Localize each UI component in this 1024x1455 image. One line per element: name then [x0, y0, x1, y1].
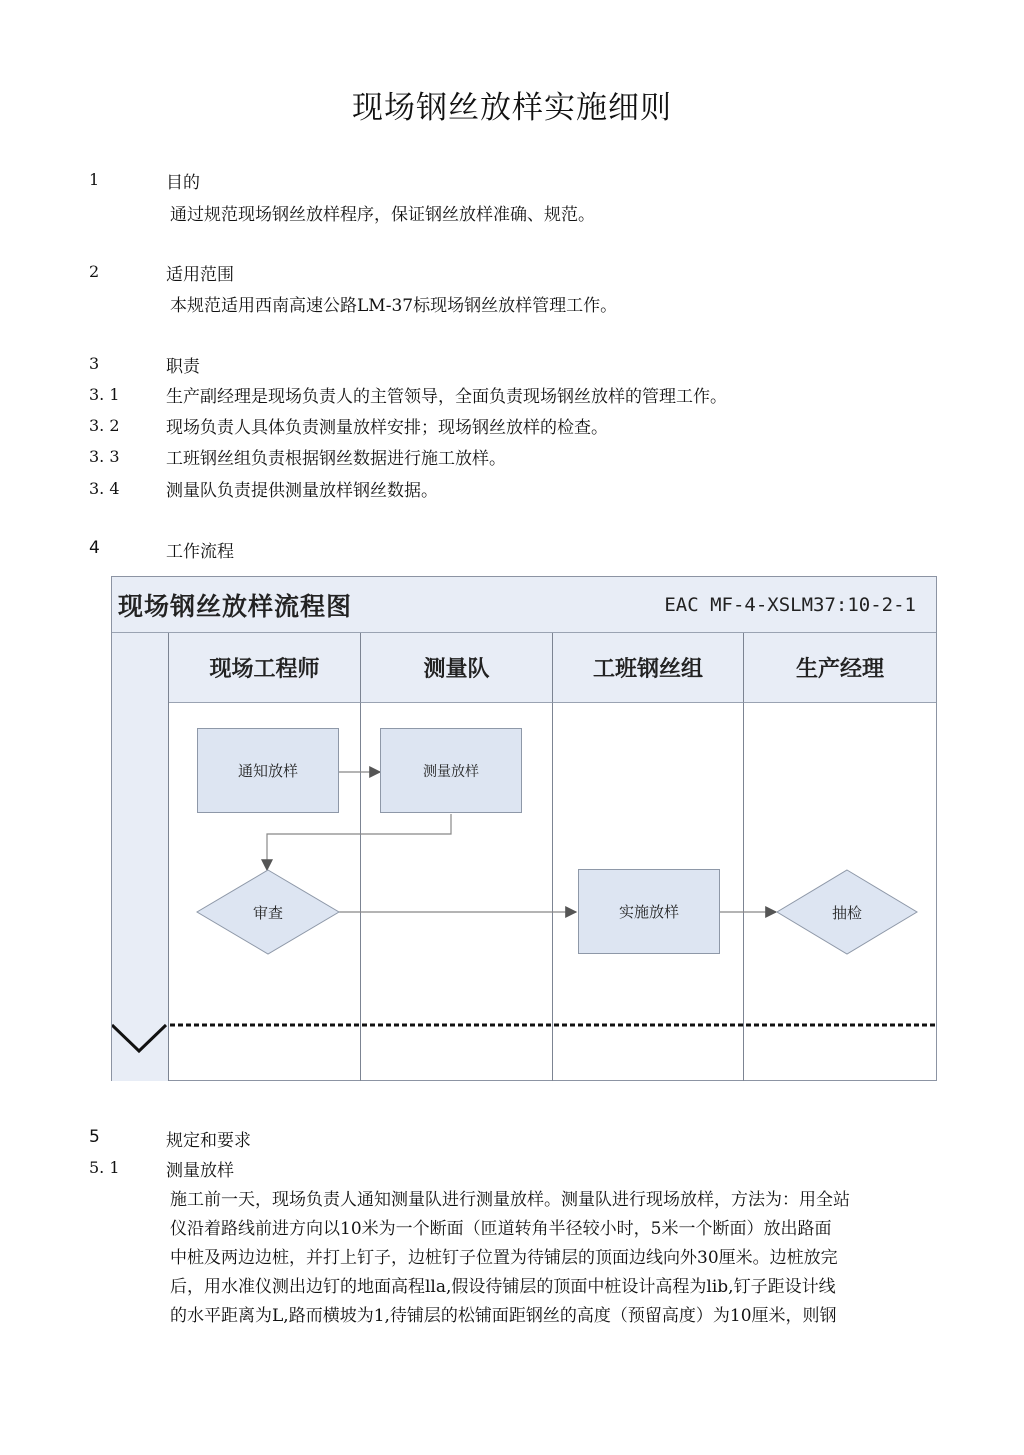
- section-3-2-number: 3. 2: [89, 416, 120, 435]
- document-title: 现场钢丝放样实施细则: [352, 90, 672, 126]
- section-2-heading: 适用范围: [166, 265, 234, 285]
- flowchart-title: 现场钢丝放样流程图: [118, 592, 353, 621]
- lane-header-engineer: 现场工程师: [169, 633, 361, 703]
- lane-header-survey-team: 测量队: [361, 633, 553, 703]
- flowchart-code: EAC MF-4-XSLM37:10-2-1: [664, 594, 916, 616]
- section-2-number: 2: [89, 262, 100, 281]
- section-5-number: 5: [89, 1127, 100, 1147]
- section-1-number: 1: [89, 170, 100, 189]
- node-notify: 通知放样: [197, 728, 339, 813]
- section-5-1-number: 5. 1: [89, 1158, 120, 1177]
- section-3-3-number: 3. 3: [89, 447, 120, 466]
- section-4-heading: 工作流程: [166, 542, 234, 562]
- section-5-1-heading: 测量放样: [166, 1161, 234, 1181]
- section-1-body: 通过规范现场钢丝放样程序，保证钢丝放样准确、规范。: [170, 205, 595, 225]
- section-5-heading: 规定和要求: [166, 1131, 251, 1151]
- section-5-1-line-5: 的水平距离为L,路而横坡为1,待铺层的松铺面距钢丝的高度（预留高度）为10厘米，则钢: [170, 1306, 837, 1326]
- node-survey: 测量放样: [380, 728, 522, 813]
- section-3-2-text: 现场负责人具体负责测量放样安排；现场钢丝放样的检查。: [166, 418, 608, 438]
- page-break-chevron-icon: [112, 1025, 166, 1051]
- section-3-3-text: 工班钢丝组负责根据钢丝数据进行施工放样。: [166, 449, 506, 469]
- section-3-4-number: 3. 4: [89, 479, 120, 498]
- section-3-4-text: 测量队负责提供测量放样钢丝数据。: [166, 481, 438, 501]
- flowchart: [111, 576, 937, 1081]
- section-5-1-line-2: 仪沿着路线前进方向以10米为一个断面（匝道转角半径较小时，5米一个断面）放出路面: [170, 1219, 832, 1239]
- node-spot-check-label: 抽检: [831, 904, 862, 922]
- lane-header-wire-crew: 工班钢丝组: [553, 633, 744, 703]
- node-implement: 实施放样: [578, 869, 720, 954]
- section-4-number: 4: [89, 538, 100, 558]
- section-3-number: 3: [89, 354, 100, 373]
- section-1-heading: 目的: [166, 173, 200, 193]
- arrow-survey-to-review: [267, 814, 451, 870]
- section-5-1-line-1: 施工前一天，现场负责人通知测量队进行测量放样。测量队进行现场放样，方法为：用全站: [170, 1190, 850, 1210]
- section-3-1-number: 3. 1: [89, 385, 120, 404]
- section-3-heading: 职责: [166, 357, 200, 377]
- section-2-body: 本规范适用西南高速公路LM-37标现场钢丝放样管理工作。: [170, 296, 618, 316]
- node-review-label: 审查: [252, 904, 283, 922]
- section-3-1-text: 生产副经理是现场负责人的主管领导，全面负责现场钢丝放样的管理工作。: [166, 387, 727, 407]
- section-5-1-line-3: 中桩及两边边桩，并打上钉子，边桩钉子位置为待铺层的顶面边线向外30厘米。边桩放完: [170, 1248, 838, 1268]
- section-5-1-line-4: 后，用水准仪测出边钉的地面高程lla,假设待铺层的顶面中桩设计高程为lib,钉子距设计线: [170, 1277, 836, 1297]
- lane-header-production-manager: 生产经理: [744, 633, 936, 703]
- flowchart-connectors: [112, 577, 938, 1082]
